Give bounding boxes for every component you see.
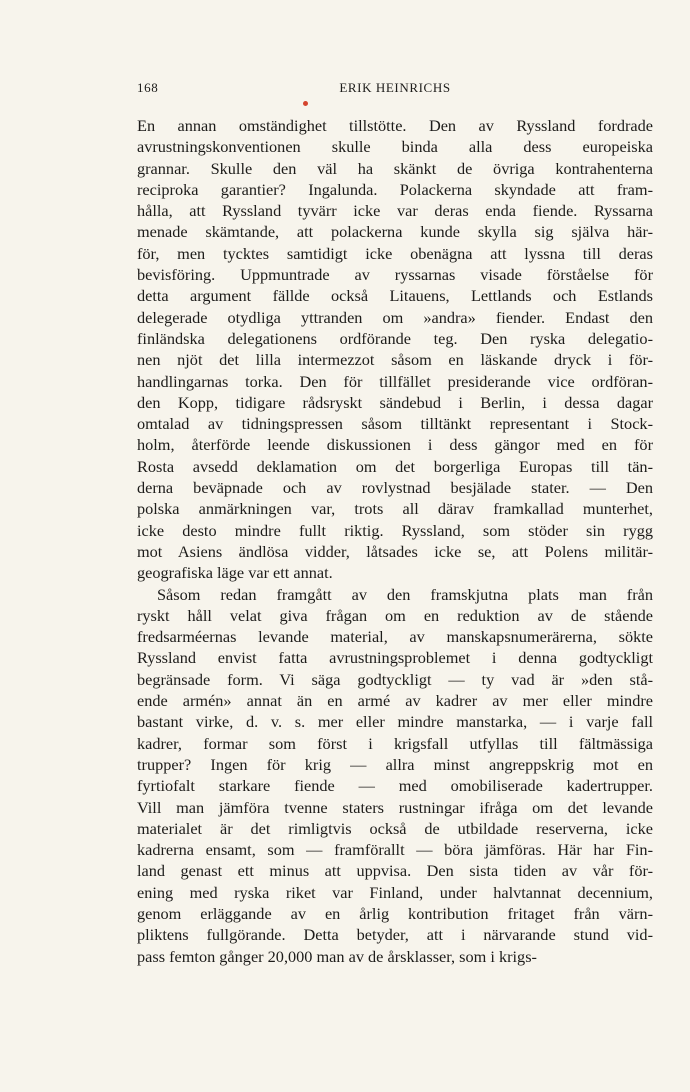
text-line: kadrer, formar som först i krigsfall utfyllas till fältmässiga <box>137 733 653 753</box>
text-line: holm, återförde leende diskussionen i dess gängor med en för <box>137 435 653 455</box>
text-line: grannar. Skulle den väl ha skänkt de övriga kontrahenterna <box>137 158 653 178</box>
text-line: bastant virke, d. v. s. mer eller mindre manstarka, — i varje fall <box>137 712 653 732</box>
text-line: Rosta avsedd deklamation om det borgerliga Europas till tän- <box>137 456 653 476</box>
text-line: derna beväpnade och av rovlystnad besjälade stater. — Den <box>137 478 653 498</box>
text-line: ryskt håll velat giva frågan om en reduktion av de stående <box>137 605 653 625</box>
text-line: Såsom redan framgått av den framskjutna plats man från <box>157 584 653 604</box>
text-line: trupper? Ingen för krig — allra minst angreppskrig mot en <box>137 754 653 774</box>
text-line: fredsarméernas levande material, av manskapsnumerärerna, sökte <box>137 627 653 647</box>
page-number: 168 <box>137 80 159 95</box>
text-line: Ryssland envist fatta avrustningsproblemet i denna godtyckligt <box>137 648 653 668</box>
text-line: Vill man jämföra tvenne staters rustningar ifråga om det levande <box>137 797 653 817</box>
text-line: avrustningskonventionen skulle binda alla dess europeiska <box>137 137 653 157</box>
text-line: mot Asiens ändlösa vidder, låtsades icke se, att Polens militär- <box>137 541 653 561</box>
text-line: delegerade otydliga yttranden om »andra» fiender. Endast den <box>137 307 653 327</box>
text-line: land genast ett minus att uppvisa. Den sista tiden av vår för- <box>137 861 653 881</box>
text-line: ening med ryska riket var Finland, under halvtannat decennium, <box>137 882 653 902</box>
text-line: pass femton gånger 20,000 man av de årsklasser, som i krigs- <box>137 946 537 966</box>
text-line: nen njöt det lilla intermezzot såsom en läskande dryck i för- <box>137 350 653 370</box>
text-line: kadrerna ensamt, som — framförallt — böra jämföras. Här har Fin- <box>137 840 653 860</box>
text-line: handlingarnas torka. Den för tillfället presiderande vice ordföran- <box>137 371 653 391</box>
paragraph <box>137 115 653 584</box>
text-line: ende armén» annat än en armé av kadrer av mer eller mindre <box>137 691 653 711</box>
text-line: genom erläggande av en årlig kontribution fritaget från värn- <box>137 903 653 923</box>
text-line: omtalad av tidningspressen såsom tilltänkt representant i Stock- <box>137 414 653 434</box>
running-title: ERIK HEINRICHS <box>339 80 451 95</box>
body-text <box>137 115 653 967</box>
red-dot-mark <box>303 101 308 106</box>
page-header <box>137 80 653 98</box>
text-line: pliktens fullgörande. Detta betyder, att i närvarande stund vid- <box>137 925 653 945</box>
text-line: reciproka garantier? Ingalunda. Polackerna skyndade att fram- <box>137 179 653 199</box>
paragraph <box>137 584 653 967</box>
text-line: detta argument fällde också Litauens, Lettlands och Estlands <box>137 286 653 306</box>
text-line: finländska delegationens ordförande teg. Den ryska delegatio- <box>137 328 653 348</box>
text-line: hålla, att Ryssland tyvärr icke var deras enda fiende. Ryssarna <box>137 201 653 221</box>
text-line: menade skämtande, att polackerna kunde skylla sig själva här- <box>137 222 653 242</box>
text-line: för, men tycktes samtidigt icke obenägna att lyssna till deras <box>137 243 653 263</box>
text-line: bevisföring. Uppmuntrade av ryssarnas visade förståelse för <box>137 265 653 285</box>
text-line: materialet är det rimligtvis också de utbildade reserverna, icke <box>137 818 653 838</box>
text-line: begränsade form. Vi säga godtyckligt — ty vad är »den stå- <box>137 669 653 689</box>
text-line: icke desto mindre fullt riktig. Ryssland, som stöder sin rygg <box>137 520 653 540</box>
text-line: fyrtiofalt starkare fiende — med omobiliserade kadertrupper. <box>137 776 653 796</box>
text-line: geografiska läge var ett annat. <box>137 563 333 583</box>
text-line: En annan omständighet tillstötte. Den av Ryssland fordrade <box>137 116 653 135</box>
text-line: polska anmärkningen var, trots all därav framkallad munterhet, <box>137 499 653 519</box>
text-line: den Kopp, tidigare rådsryskt sändebud i Berlin, i dessa dagar <box>137 392 653 412</box>
